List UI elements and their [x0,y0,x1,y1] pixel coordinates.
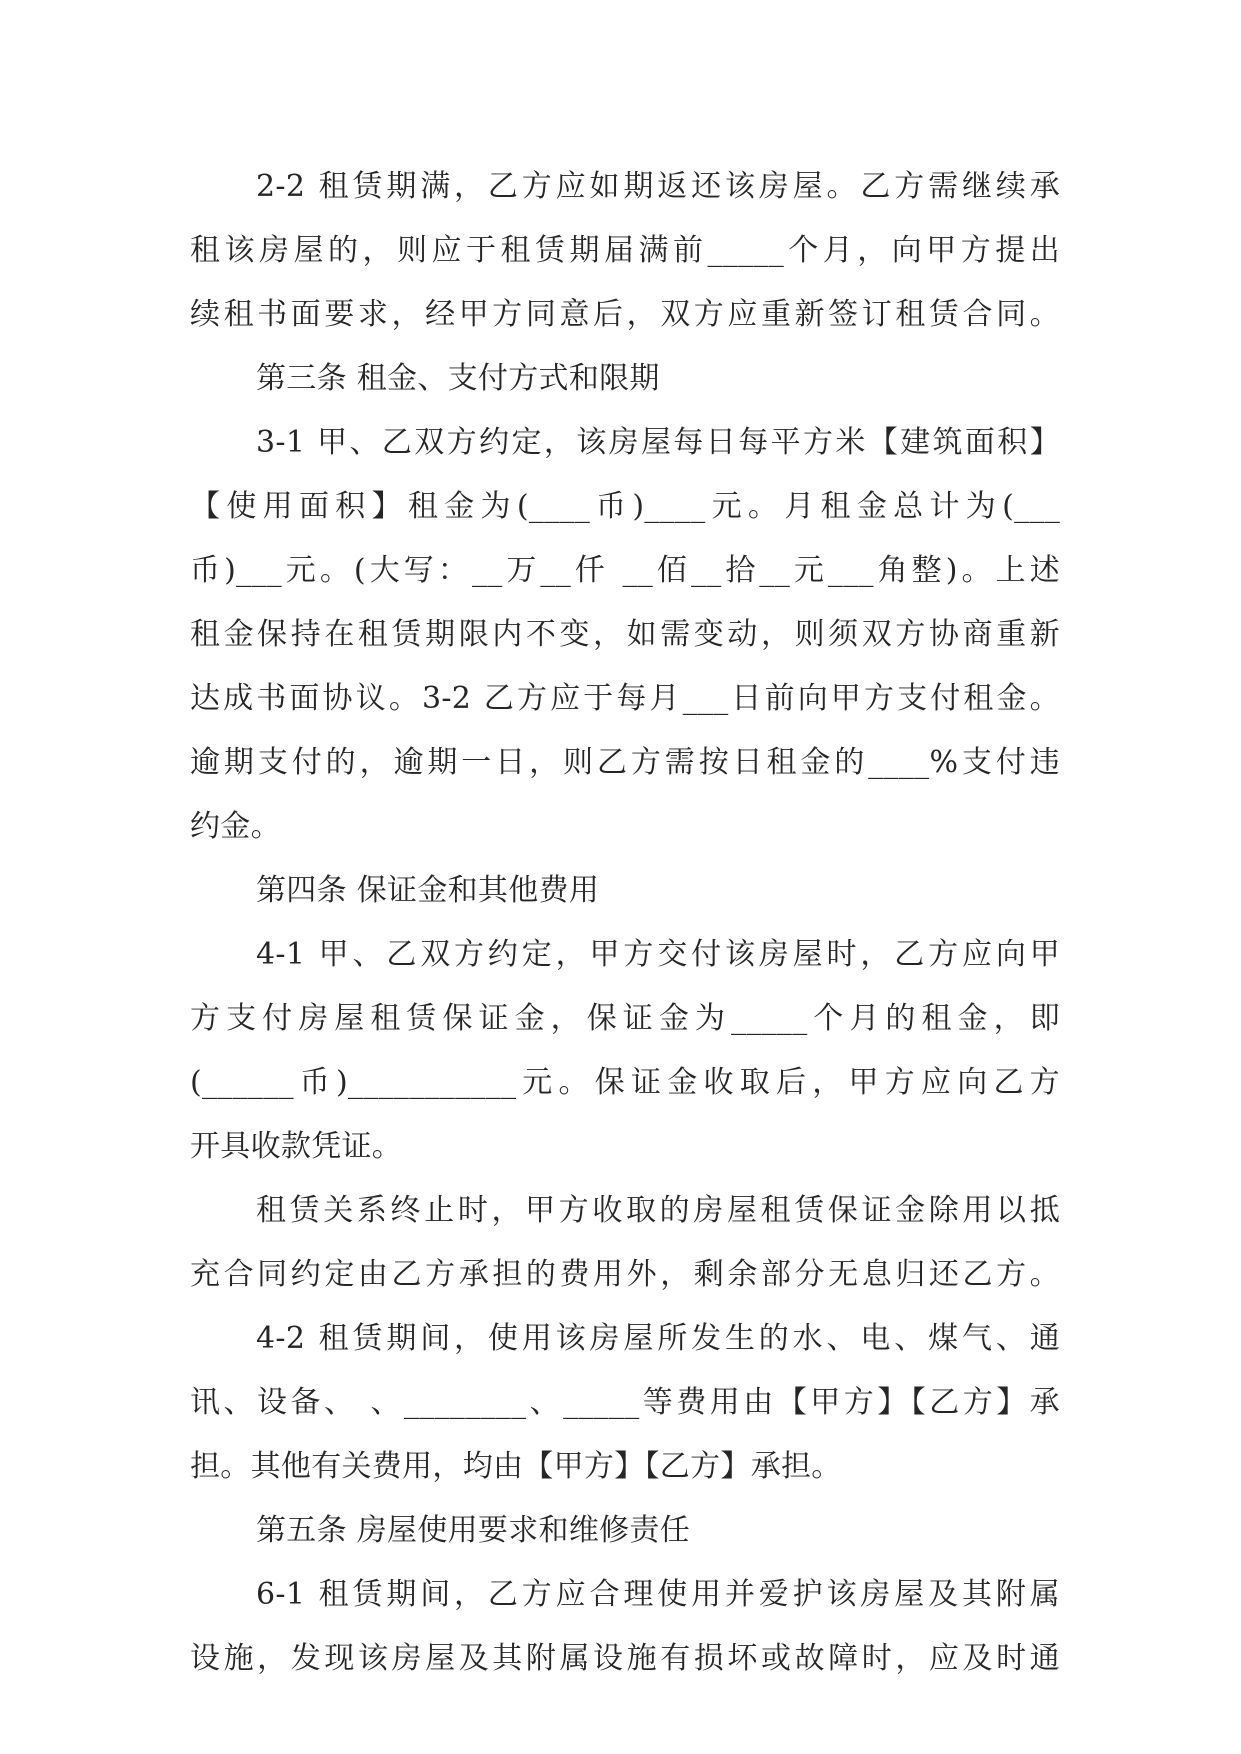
section-heading: 第四条 保证金和其他费用 [256,873,600,908]
paragraph-line: 方支付房屋租赁保证金，保证金为_____个月的租金，即 [190,1001,1060,1036]
paragraph-line: 租金保持在租赁期限内不变，如需变动，则须双方协商重新 [190,617,1060,652]
paragraph-line: 担。其他有关费用，均由【甲方】【乙方】承担。 [190,1449,842,1484]
paragraph-line: 达成书面协议。3-2 乙方应于每月___日前向甲方支付租金。 [190,681,1060,716]
paragraph-line: 2-2 租赁期满，乙方应如期返还该房屋。乙方需继续承 [256,169,1060,204]
paragraph-line: 充合同约定由乙方承担的费用外，剩余部分无息归还乙方。 [190,1257,1060,1292]
paragraph-line: 币)___元。(大写：__万__仟 __佰__拾__元___角整)。上述 [190,553,1060,588]
paragraph-line: 6-1 租赁期间，乙方应合理使用并爱护该房屋及其附属 [256,1577,1060,1612]
document-body [190,155,1060,1691]
paragraph-line: 续租书面要求，经甲方同意后，双方应重新签订租赁合同。 [190,297,1060,332]
paragraph-line: 租该房屋的，则应于租赁期届满前_____个月，向甲方提出 [190,233,1060,268]
paragraph-line: 3-1 甲、乙双方约定，该房屋每日每平方米【建筑面积】 [256,425,1060,460]
paragraph-line: 4-2 租赁期间，使用该房屋所发生的水、电、煤气、通 [256,1321,1060,1356]
paragraph-line: 租赁关系终止时，甲方收取的房屋租赁保证金除用以抵 [256,1193,1060,1228]
paragraph-line: 设施，发现该房屋及其附属设施有损坏或故障时，应及时通 [190,1641,1060,1676]
paragraph-line: (______币)___________元。保证金收取后，甲方应向乙方 [190,1065,1060,1100]
paragraph-line: 逾期支付的，逾期一日，则乙方需按日租金的____%支付违 [190,745,1060,780]
paragraph-line: 【使用面积】租金为(____币)____元。月租金总计为(___ [190,489,1060,524]
paragraph-line: 开具收款凭证。 [190,1129,403,1164]
paragraph-line: 讯、设备、 、________、_____等费用由【甲方】【乙方】承 [190,1385,1060,1420]
section-heading: 第三条 租金、支付方式和限期 [256,361,660,396]
paragraph-line: 4-1 甲、乙双方约定，甲方交付该房屋时，乙方应向甲 [256,937,1060,972]
paragraph-line: 约金。 [190,809,281,844]
section-heading: 第五条 房屋使用要求和维修责任 [256,1513,691,1548]
